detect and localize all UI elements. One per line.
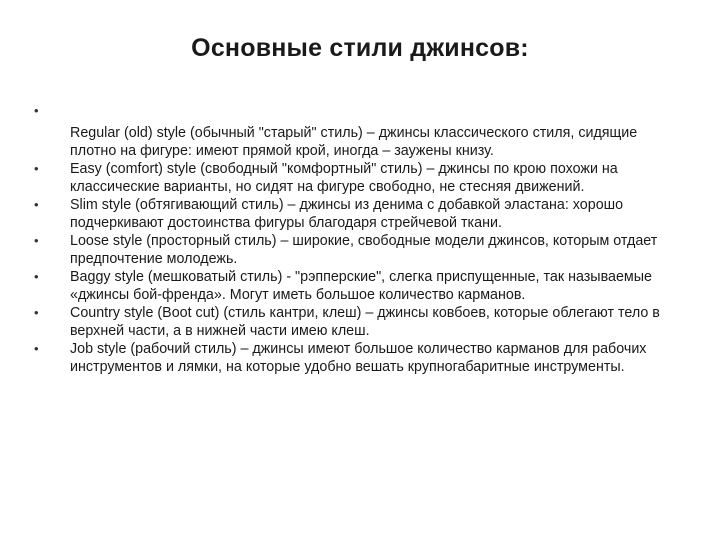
- list-item-text: Easy (comfort) style (свободный "комфортный" стиль) – джинсы по крою похожи на классические варианты, но сидят на фигуре свободно, не стесняя движений.: [70, 161, 618, 195]
- bullet-icon: •: [34, 233, 39, 248]
- bullet-list: [34, 102, 684, 376]
- list-item: [34, 340, 684, 376]
- list-item-text: Slim style (обтягивающий стиль) – джинсы из денима с добавкой эластана: хорошо подчеркивают достоинства фигуры благодаря стрейчевой ткани.: [70, 197, 624, 231]
- list-item: [34, 196, 684, 232]
- list-item-text: Country style (Boot cut) (стиль кантри, клеш) – джинсы ковбоев, которые облегают тело в верхней части, а в нижней части имею клеш.: [70, 305, 660, 339]
- list-item: [34, 232, 684, 268]
- list-item-text: Loose style (просторный стиль) – широкие, свободные модели джинсов, которым отдает предпочтение молодежь.: [70, 233, 658, 267]
- bullet-icon: •: [34, 197, 39, 212]
- list-item: [34, 160, 684, 196]
- bullet-icon: •: [34, 305, 39, 320]
- bullet-icon: •: [34, 269, 39, 284]
- list-item-text: Job style (рабочий стиль) – джинсы имеют большое количество карманов для рабочих инструментов и лямки, на которые удобно вешать крупногабаритные инструменты.: [70, 341, 647, 375]
- list-item-text: Regular (old) style (обычный "старый" стиль) – джинсы классического стиля, сидящие плотно на фигуре: имеют прямой крой, иногда – заужены книзу.: [70, 125, 638, 159]
- slide-title: Основные стили джинсов:: [191, 34, 529, 62]
- list-item: [34, 304, 684, 340]
- list-item-text: Baggy style (мешковатый стиль) - "рэпперские", слегка приспущенные, так называемые «джинсы бой-френда». Могут иметь большое количество карманов.: [70, 269, 652, 303]
- list-item: [34, 124, 684, 160]
- list-item: [34, 102, 684, 120]
- bullet-icon: •: [34, 341, 39, 356]
- bullet-icon: •: [34, 103, 39, 118]
- list-item: [34, 268, 684, 304]
- bullet-icon: •: [34, 161, 39, 176]
- list-item-text: [70, 102, 684, 120]
